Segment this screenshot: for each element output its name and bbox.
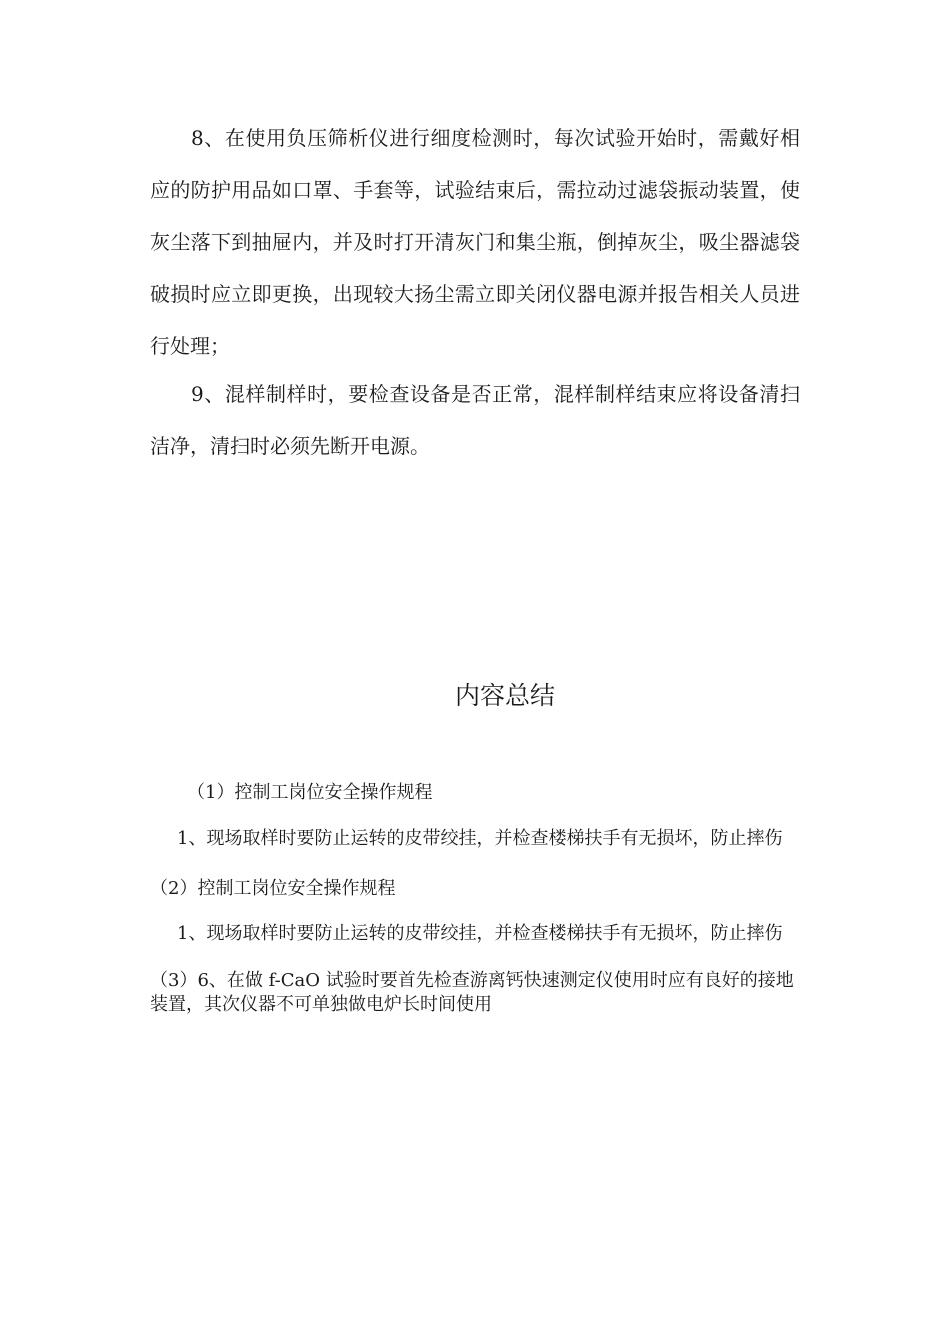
summary-item-3: （3）6、在做 f-CaO 试验时要首先检查游离钙快速测定仪使用时应有良好的接地装置，其次仪器不可单独做电炉长时间使用: [150, 970, 794, 1015]
paragraph-item-8: 8、在使用负压筛析仪进行细度检测时，每次试验开始时，需戴好相应的防护用品如口罩、手套等，试验结束后，需拉动过滤袋振动装置，使灰尘落下到抽屉内，并及时打开清灰门和集尘瓶，倒掉灰尘，吸尘器滤袋破损时应立即更换，出现较大扬尘需立即关闭仪器电源并报告相关人员进行处理；: [150, 126, 800, 358]
summary-item-2-heading: （2）控制工岗位安全操作规程: [150, 878, 396, 899]
summary-item-1-body: 1、现场取样时要防止运转的皮带绞挂，并检查楼梯扶手有无损坏，防止摔伤: [177, 828, 783, 849]
summary-item-1-heading: （1）控制工岗位安全操作规程: [187, 782, 433, 803]
summary-item-2-body: 1、现场取样时要防止运转的皮带绞挂，并检查楼梯扶手有无损坏，防止摔伤: [177, 923, 783, 944]
paragraph-item-9: 9、混样制样时，要检查设备是否正常，混样制样结束应将设备清扫洁净，清扫时必须先断开电源。: [150, 382, 800, 458]
summary-title: 内容总结: [454, 681, 555, 710]
